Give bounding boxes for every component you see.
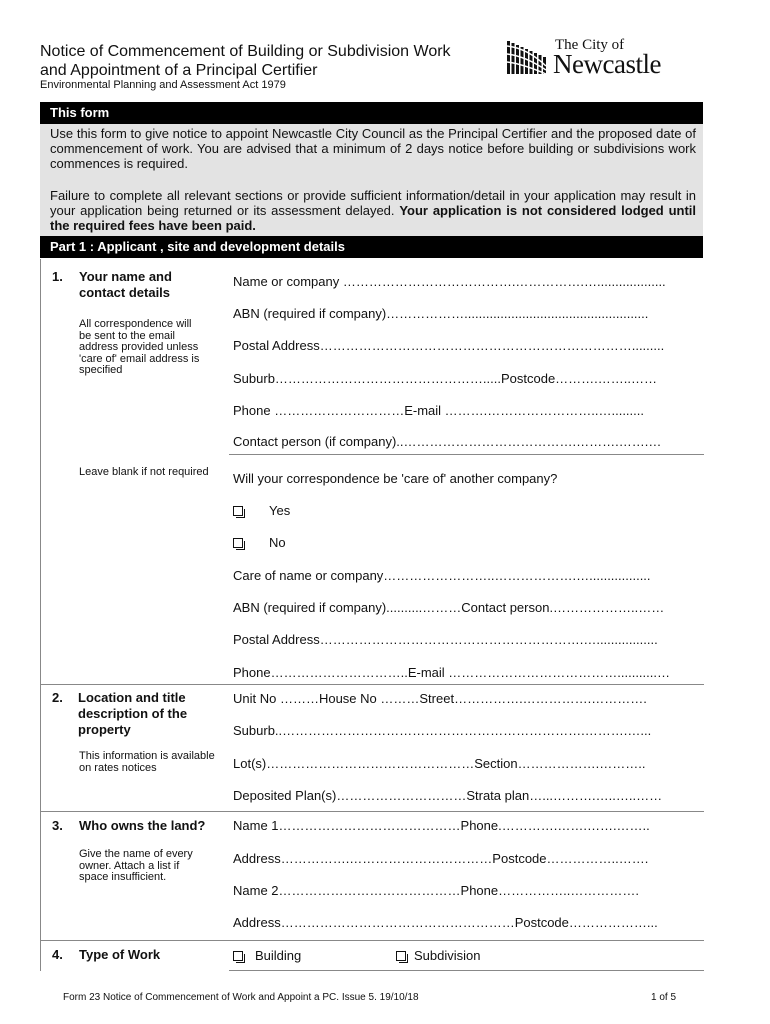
- suburb-postcode-field[interactable]: Suburb………………………………………….....Postcode……….……..……: [233, 371, 658, 386]
- section-2-label: Location and title description of the property: [78, 690, 188, 737]
- owner-2-address-field[interactable]: Address………………………………………………Postcode………………...: [233, 915, 658, 930]
- section-4-label: Type of Work: [79, 947, 161, 962]
- checkbox-icon[interactable]: [233, 506, 243, 516]
- divider: [41, 811, 704, 812]
- owner-2-name-phone-field[interactable]: Name 2……………………………………Phone……………..…………….: [233, 883, 639, 898]
- section-2-number: 2.: [52, 690, 63, 705]
- section-3-number: 3.: [52, 818, 63, 833]
- type-subdivision-option[interactable]: [396, 948, 481, 963]
- warning-text: Failure to complete all relevant sections or provide sufficient information/detail in your application may result in your application being returned or its assessment delayed.: [50, 188, 696, 218]
- care-of-postal-address-field[interactable]: Postal Address…………………………………………………….….................: [233, 632, 658, 647]
- care-of-abn-contact-field[interactable]: ABN (required if company)..........………Contact person.………………..……: [233, 600, 665, 615]
- lot-section-field[interactable]: Lot(s)…………………………………………Section……………….………..: [233, 756, 646, 771]
- page-number: 1 of 5: [651, 992, 677, 1003]
- name-or-company-field[interactable]: Name or company ………………………………….…………….…...................: [233, 274, 666, 289]
- subdivision-label: Subdivision: [414, 948, 481, 963]
- lodgement-warning: Your application is not considered lodged until the required fees have been paid.: [50, 203, 696, 233]
- address-street-field[interactable]: Unit No ………House No ………Street…………….…………….………….: [233, 691, 647, 706]
- postal-address-field[interactable]: Postal Address……………………………………………………………….........: [233, 338, 665, 353]
- no-label: No: [269, 535, 286, 550]
- property-suburb-field[interactable]: Suburb..…………………………………………………………….……….…...: [233, 723, 652, 738]
- care-of-note: Leave blank if not required: [79, 466, 209, 478]
- yes-label: Yes: [269, 503, 291, 518]
- care-of-phone-email-field[interactable]: Phone…………………………..E-mail …………………………………...........…: [233, 665, 670, 680]
- type-building-option[interactable]: [233, 948, 301, 963]
- care-of-no-option[interactable]: [233, 535, 286, 550]
- title-line-2: and Appointment of a Principal Certifier: [40, 62, 318, 79]
- care-of-yes-option[interactable]: [233, 503, 290, 518]
- section-4-number: 4.: [52, 947, 63, 962]
- section-1-note: All correspondence will be sent to the email address provided unless 'care of' email address is specified: [79, 318, 200, 376]
- section-3-note: Give the name of every owner. Attach a list if space insufficient.: [79, 848, 193, 883]
- building-label: Building: [255, 948, 302, 963]
- checkbox-icon[interactable]: [233, 538, 243, 548]
- section-2-note: This information is available on rates notices: [79, 750, 215, 774]
- newcastle-logo: [507, 38, 697, 78]
- divider: [229, 970, 704, 971]
- logo-name: Newcastle: [553, 49, 661, 79]
- checkbox-icon[interactable]: [233, 951, 243, 961]
- phone-email-field[interactable]: Phone …………………………E-mail ……….……………………..….........: [233, 403, 644, 418]
- this-form-paragraph-1: Use this form to give notice to appoint Newcastle City Council as the Principal Certifier and the proposed date of commencement of work. You are advised that a minimum of 2 days notice before building or subdivisions work commences is required.: [50, 126, 696, 171]
- form-title: [40, 42, 500, 80]
- section-1-number: 1.: [52, 269, 63, 284]
- deposited-strata-plan-field[interactable]: Deposited Plan(s)…………………………Strata plan…...……….…..…..……: [233, 788, 663, 803]
- fan-emblem-icon: [507, 38, 547, 78]
- title-line-1: Notice of Commencement of Building or Subdivision Work: [40, 43, 451, 60]
- logo-city-of: The City of: [555, 37, 625, 53]
- part1-heading: Part 1 : Applicant , site and development details: [40, 236, 703, 258]
- divider: [41, 684, 704, 685]
- checkbox-icon[interactable]: [396, 951, 406, 961]
- abn-field[interactable]: ABN (required if company)………………...................................................: [233, 306, 649, 321]
- section-3-label: Who owns the land?: [79, 818, 206, 833]
- section-1-label: Your name and contact details: [79, 269, 172, 300]
- this-form-heading: This form: [40, 102, 703, 124]
- care-of-question: Will your correspondence be 'care of' another company?: [233, 471, 558, 486]
- owner-1-name-phone-field[interactable]: Name 1……………………………………Phone.………….…….…….……..: [233, 818, 650, 833]
- this-form-paragraph-2: [50, 188, 696, 233]
- care-of-name-field[interactable]: Care of name or company……………………..……………….….................: [233, 568, 651, 583]
- owner-1-address-field[interactable]: Address…………….……………………………Postcode……………..…….: [233, 851, 649, 866]
- act-reference: Environmental Planning and Assessment Act 1979: [40, 79, 286, 91]
- divider: [41, 940, 704, 941]
- contact-person-field[interactable]: Contact person (if company)..………………………………….……….…….…: [233, 434, 662, 449]
- footer-form-reference: Form 23 Notice of Commencement of Work and Appoint a PC. Issue 5. 19/10/18: [63, 992, 419, 1003]
- divider: [229, 454, 704, 455]
